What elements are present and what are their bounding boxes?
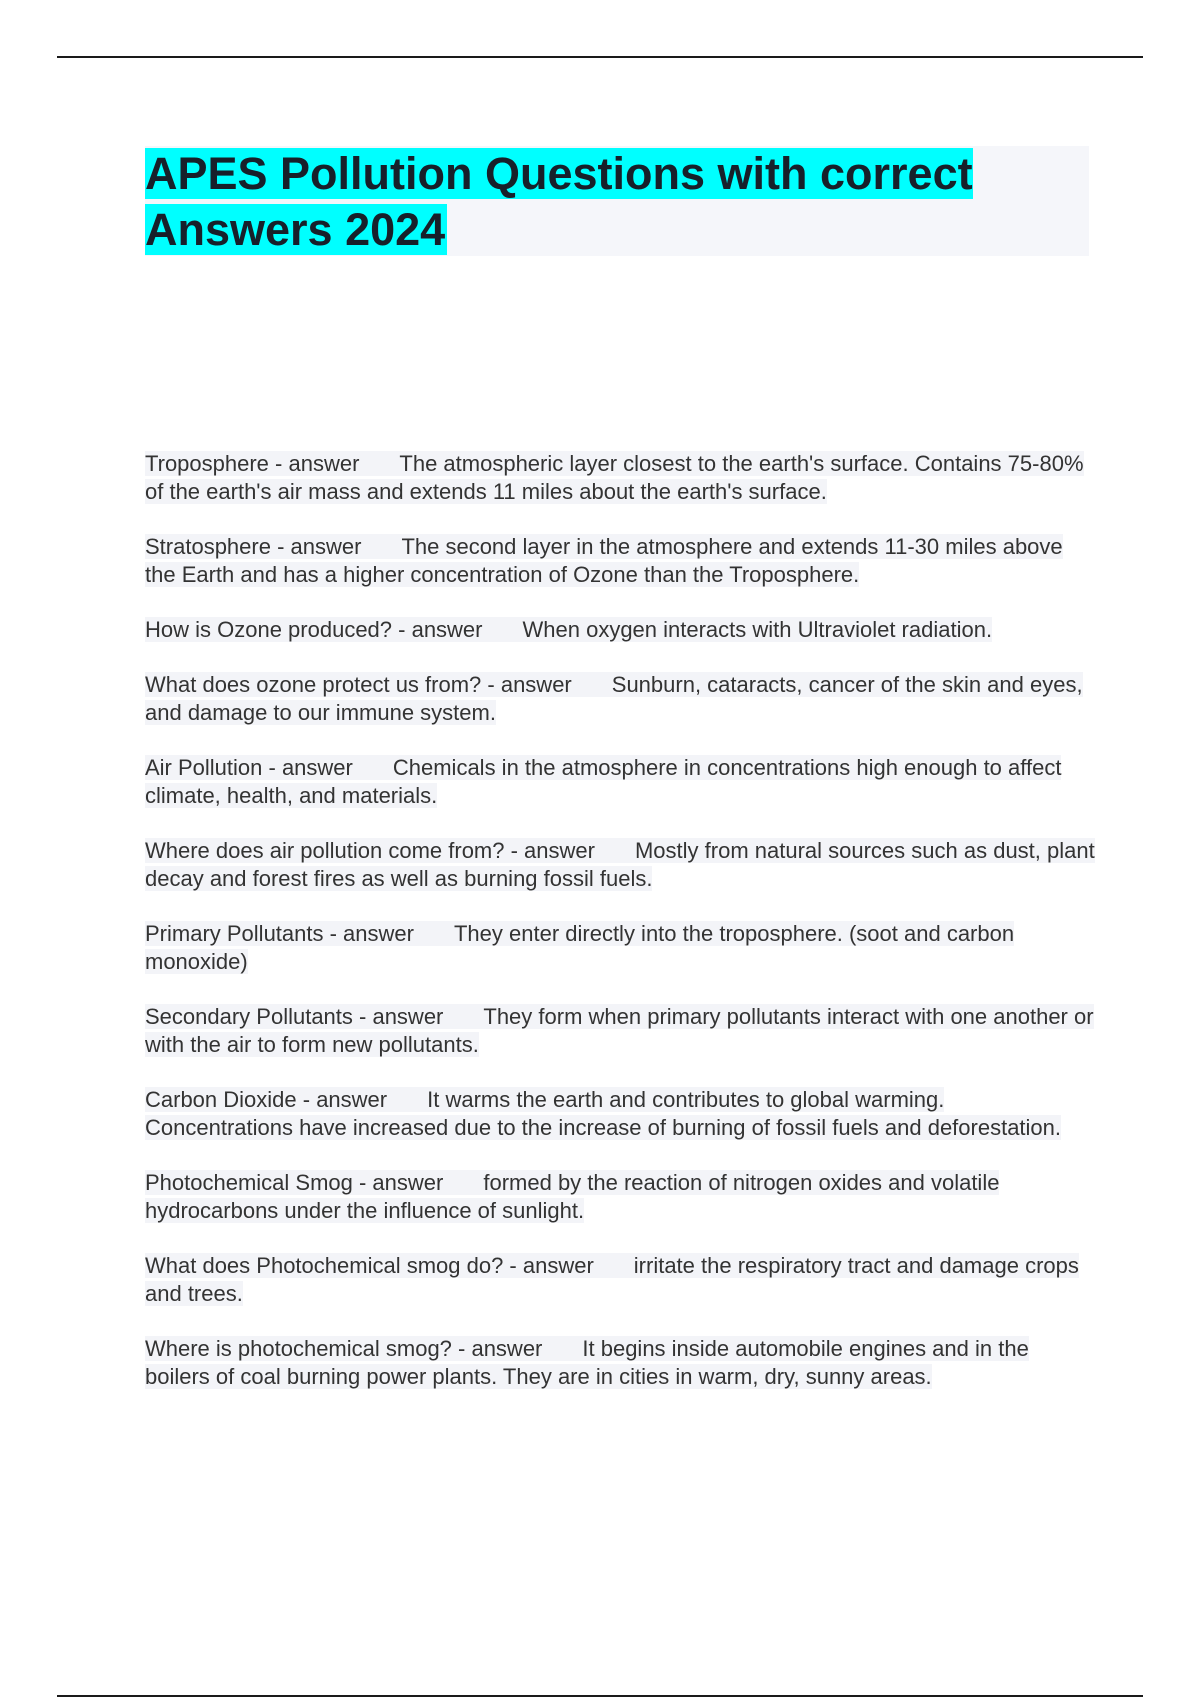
qa-answer: irritate the respiratory tract and damage crops and trees. — [145, 1253, 1079, 1306]
qa-question: Where is photochemical smog? - answer — [145, 1336, 543, 1361]
qa-item — [145, 1335, 1095, 1391]
qa-item — [145, 920, 1095, 976]
qa-question: How is Ozone produced? - answer — [145, 617, 483, 642]
header-rule — [57, 56, 1143, 58]
qa-question: Secondary Pollutants - answer — [145, 1004, 444, 1029]
qa-item — [145, 671, 1095, 727]
qa-question: Carbon Dioxide - answer — [145, 1087, 388, 1112]
qa-item — [145, 616, 1095, 644]
qa-question: Where does air pollution come from? - answer — [145, 838, 595, 863]
qa-item — [145, 450, 1095, 506]
qa-answer: Sunburn, cataracts, cancer of the skin and eyes, and damage to our immune system. — [145, 672, 1083, 725]
qa-question: What does Photochemical smog do? - answer — [145, 1253, 594, 1278]
qa-answer: Chemicals in the atmosphere in concentrations high enough to affect climate, health, and materials. — [145, 755, 1062, 808]
qa-answer: When oxygen interacts with Ultraviolet radiation. — [522, 617, 993, 642]
qa-item — [145, 1252, 1095, 1308]
qa-item — [145, 1086, 1095, 1142]
qa-question: Air Pollution - answer — [145, 755, 353, 780]
qa-item — [145, 1169, 1095, 1225]
qa-list — [145, 450, 1095, 1418]
qa-answer: They form when primary pollutants interact with one another or with the air to form new pollutants. — [145, 1004, 1094, 1057]
title-highlight: APES Pollution Questions with correct Answers 2024 — [145, 148, 973, 255]
qa-answer: They enter directly into the troposphere. (soot and carbon monoxide) — [145, 921, 1015, 974]
qa-answer: formed by the reaction of nitrogen oxides and volatile hydrocarbons under the influence of sunlight. — [145, 1170, 1000, 1223]
qa-question: Primary Pollutants - answer — [145, 921, 414, 946]
title-block — [145, 146, 1089, 256]
footer-rule — [57, 1695, 1143, 1697]
qa-item — [145, 754, 1095, 810]
qa-question: Photochemical Smog - answer — [145, 1170, 444, 1195]
qa-item — [145, 533, 1095, 589]
qa-question: What does ozone protect us from? - answer — [145, 672, 572, 697]
qa-answer: The second layer in the atmosphere and extends 11-30 miles above the Earth and has a higher concentration of Ozone than the Troposphere. — [145, 534, 1063, 587]
qa-question: Stratosphere - answer — [145, 534, 362, 559]
qa-answer: The atmospheric layer closest to the earth's surface. Contains 75-80% of the earth's air mass and extends 11 miles about the earth's surface. — [145, 451, 1084, 504]
qa-answer: It begins inside automobile engines and in the boilers of coal burning power plants. They are in cities in warm, dry, sunny areas. — [145, 1336, 1029, 1389]
qa-answer: It warms the earth and contributes to global warming. Concentrations have increased due to the increase of burning of fossil fuels and deforestation. — [145, 1087, 1062, 1140]
qa-item — [145, 837, 1095, 893]
qa-question: Troposphere - answer — [145, 451, 360, 476]
qa-answer: Mostly from natural sources such as dust, plant decay and forest fires as well as burning fossil fuels. — [145, 838, 1095, 891]
page-title — [145, 146, 1089, 258]
qa-item — [145, 1003, 1095, 1059]
